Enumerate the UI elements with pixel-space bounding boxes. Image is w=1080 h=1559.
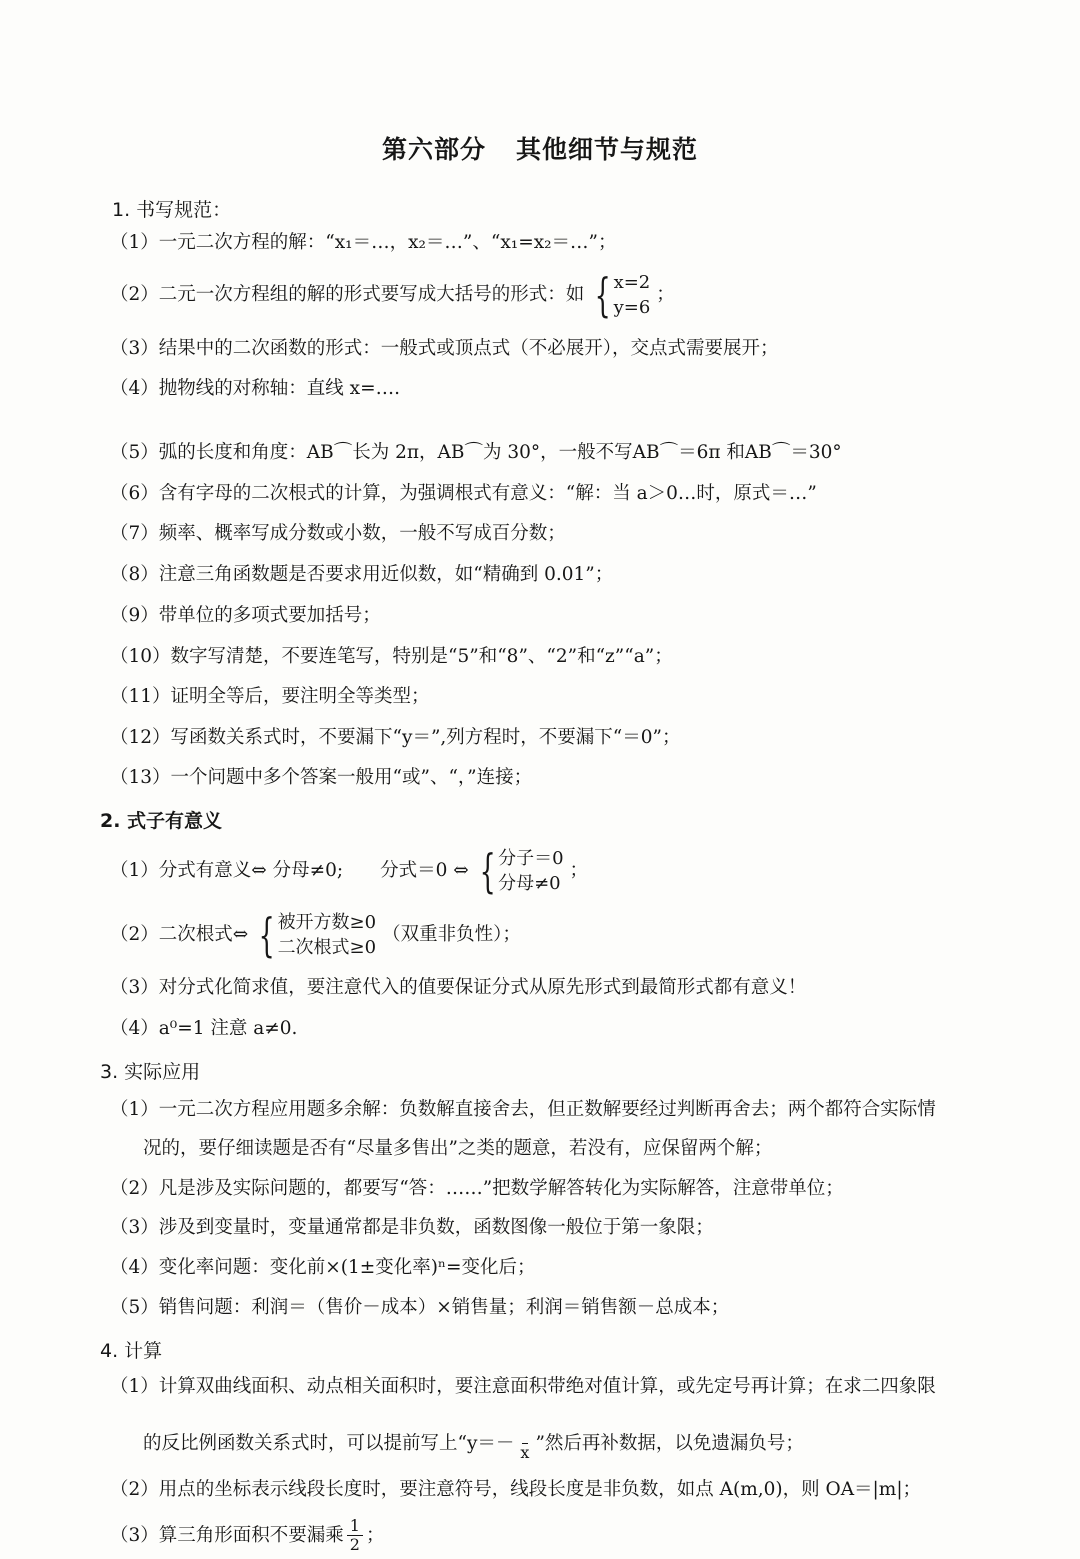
s1-item-6: （6）含有字母的二次根式的计算，为强调根式有意义：“解：当 a＞0…时，原式＝…” [110, 483, 817, 504]
title-name: 其他细节与规范 [516, 135, 699, 164]
s4-item-3-pre: （3）算三角形面积不要漏乘 [110, 1524, 344, 1546]
s1-item-2-tail: ； [656, 284, 675, 305]
section-1-heading: 1. 书写规范： [112, 199, 232, 221]
system-line-1: x=2 [613, 272, 651, 293]
inverse-fraction-denominator: x [520, 1443, 530, 1462]
s4-item-3-post: ； [365, 1524, 385, 1546]
s4-item-1-line-1: （1）计算双曲线面积、动点相关面积时，要注意面积带绝对值计算，或先定号再计算；在求二四象限 [110, 1376, 936, 1397]
s2-item-4: （4）a⁰=1 注意 a≠0. [110, 1018, 298, 1039]
s4-item-3 [110, 1517, 384, 1554]
brace-radical: { 被开方数≥0 二次根式≥0 [258, 908, 377, 962]
s4-item-1-pre: 的反比例函数关系式时，可以提前写上“y＝－ [143, 1432, 515, 1454]
s3-item-5: （5）销售问题：利润＝（售价－成本）×销售量；利润＝销售额－总成本； [110, 1297, 730, 1318]
radical-line-1: 被开方数≥0 [277, 912, 377, 933]
s2-item-2 [110, 910, 521, 960]
s2-item-3: （3）对分式化简求值，要注意代入的值要保证分式从原先形式到最简形式都有意义！ [110, 977, 807, 998]
fraction-zero-line-2: 分母≠0 [498, 873, 561, 894]
s1-item-7: （7）频率、概率写成分数或小数，一般不写成百分数； [110, 523, 566, 544]
s3-item-4: （4）变化率问题：变化前×(1±变化率)ⁿ=变化后； [110, 1257, 536, 1278]
s1-item-2-text: （2）二元一次方程组的解的形式要写成大括号的形式：如 [110, 284, 585, 305]
s1-item-1: （1）一元二次方程的解：“x₁＝…，x₂＝…”、“x₁=x₂＝…”； [110, 232, 617, 253]
title-part: 第六部分 [381, 135, 486, 164]
s1-item-10: （10）数字写清楚，不要连笔写，特别是“5”和“8”、“2”和“z”“a”； [110, 646, 673, 667]
brace-fraction-zero: { 分子＝0 分母≠0 [479, 844, 564, 898]
s4-item-1-line-2 [143, 1425, 804, 1462]
s3-item-1-line-1: （1）一元二次方程应用题多余解：负数解直接舍去，但正数解要经过判断再舍去；两个都符合实际情 [110, 1099, 936, 1120]
s3-item-2: （2）凡是涉及实际问题的，都要写“答：……”把数学解答转化为实际解答，注意带单位； [110, 1178, 844, 1199]
s3-item-1-line-2: 况的，要仔细读题是否有“尽量多售出”之类的题意，若没有，应保留两个解； [143, 1138, 773, 1159]
section-4-heading: 4. 计算 [100, 1340, 163, 1362]
section-3-heading: 3. 实际应用 [100, 1061, 201, 1083]
s2-item-2-tail: （双重非负性）； [382, 924, 521, 945]
s1-item-2 [110, 270, 675, 320]
half-fraction [347, 1517, 363, 1554]
s1-item-9: （9）带单位的多项式要加括号； [110, 605, 381, 626]
s1-item-3: （3）结果中的二次函数的形式：一般式或顶点式（不必展开），交点式需要展开； [110, 338, 779, 359]
s2-item-1 [110, 846, 588, 896]
page-title [0, 130, 1080, 166]
s2-item-1-text: （1）分式有意义⇔ 分母≠0; 分式＝0 ⇔ [110, 860, 469, 881]
brace-system: { x=2 y=6 [594, 268, 651, 322]
s1-item-11: （11）证明全等后，要注明全等类型； [110, 686, 430, 707]
inverse-fraction [517, 1425, 532, 1462]
half-numerator: 1 [347, 1517, 363, 1536]
s4-item-2: （2）用点的坐标表示线段长度时，要注意符号，线段长度是非负数，如点 A(m,0)，则 OA＝|m|； [110, 1479, 922, 1500]
s3-item-3: （3）涉及到变量时，变量通常都是非负数，函数图像一般位于第一象限； [110, 1217, 714, 1238]
section-2-heading: 2. 式子有意义 [100, 810, 223, 832]
s4-item-1-post: ”然后再补数据，以免遗漏负号； [535, 1432, 804, 1454]
s2-item-1-tail: ； [569, 860, 589, 881]
s1-item-12: （12）写函数关系式时，不要漏下“y＝”,列方程时，不要漏下“＝0”； [110, 727, 681, 748]
fraction-zero-line-1: 分子＝0 [498, 848, 564, 869]
s2-item-2-text: （2）二次根式⇔ [110, 924, 249, 945]
radical-line-2: 二次根式≥0 [277, 937, 377, 958]
half-denominator: 2 [349, 1535, 360, 1554]
s1-item-13: （13）一个问题中多个答案一般用“或”、“，”连接； [110, 767, 533, 788]
s1-item-5: （5）弧的长度和角度：AB⌒长为 2π，AB⌒为 30°，一般不写AB⌒＝6π 和AB⌒＝30° [110, 442, 842, 463]
s1-item-8: （8）注意三角函数题是否要求用近似数，如“精确到 0.01”； [110, 564, 614, 585]
system-line-2: y=6 [613, 297, 651, 318]
s1-item-4: （4）抛物线的对称轴：直线 x=…. [110, 378, 400, 399]
